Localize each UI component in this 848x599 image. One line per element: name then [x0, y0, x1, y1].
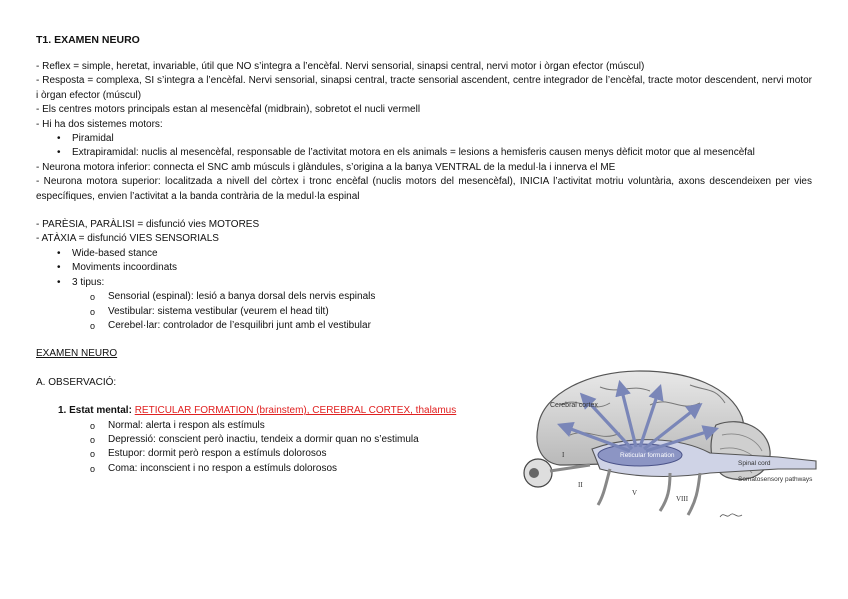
estat-coma: o Coma: inconscient i no respon a estímuls dolorosos: [36, 462, 812, 476]
bullet-extrapiramidal: • Extrapiramidal: nuclis al mesencèfal, responsable de l’activitat motora en els animals = lesions a hemisferis causen menys dèficit motor que al mesencèfal: [36, 146, 812, 160]
para-paresia: - PARÈSIA, PARÀLISI = disfunció vies MOTORES: [36, 219, 260, 231]
para-neurona-inferior: - Neurona motora inferior: connecta el SNC amb músculs i glàndules, s’origina a la banya VENTRAL de la medul·la i innerva el ME: [36, 161, 616, 173]
bullet-wide-based: • Wide-based stance: [36, 247, 812, 261]
para-ataxia: - ATÀXIA = disfunció VIES SENSORIALS: [36, 233, 219, 245]
sub-cerebellar: o Cerebel·lar: controlador de l’esquilibri junt amb el vestibular: [36, 319, 812, 333]
exam-heading: EXAMEN NEURO: [36, 348, 118, 360]
label-nerve-i: I: [562, 451, 565, 459]
sub-sensorial: o Sensorial (espinal): lesió a banya dorsal dels nervis espinals: [36, 290, 812, 304]
doc-title: T1. EXAMEN NEURO: [36, 34, 140, 46]
estat-depressio: o Depressió: conscient però inactiu, tendeix a dormir quan no s’estimula: [36, 433, 812, 447]
para-reflex: - Reflex = simple, heretat, invariable, útil que NO s’integra a l’encèfal. Nervi sensorial, sinapsi central, nervi motor i òrgan efector (múscul): [36, 61, 645, 72]
label-reticular-formation: Reticular formation: [620, 452, 675, 459]
brain-figure: [520, 365, 820, 527]
estat-estupor: o Estupor: dormit però respon a estímuls dolorosos: [36, 447, 812, 461]
signature-mark: [720, 514, 742, 517]
label-cerebral-cortex: Cerebral cortex: [550, 402, 598, 409]
bullet-tipus: • 3 tipus:: [36, 276, 812, 290]
estat-mental-link[interactable]: RETICULAR FORMATION (brainstem), CEREBRAL CORTEX, thalamus: [134, 405, 457, 417]
observacio-heading: A. OBSERVACIÓ:: [36, 376, 117, 388]
estat-normal: o Normal: alerta i respon als estímuls: [36, 419, 812, 433]
sub-vestibular: o Vestibular: sistema vestibular (veurem el head tilt): [36, 305, 812, 319]
para-resposta: - Resposta = complexa, SI s’integra a l’encèfal. Nervi sensorial, sinapsi central, tracte sensorial ascendent, centre integrador de l’encèfal, tracte motor descendent, nervi motor i òrgan efector (múscul): [36, 75, 812, 101]
label-spinal-cord: Spinal cord: [738, 460, 771, 467]
para-centres: - Els centres motors principals estan al mesencèfal (midbrain), sobretot el nucli vermell: [36, 104, 421, 116]
label-nerve-ii: II: [578, 481, 583, 489]
estat-mental-label: 1. Estat mental:: [58, 405, 132, 417]
label-nerve-viii: VIII: [676, 495, 689, 503]
label-somatosensory: Somatosensory pathways: [738, 476, 813, 483]
label-nerve-v: V: [632, 489, 638, 497]
bullet-piramidal: • Piramidal: [36, 132, 812, 146]
para-sistemes: - Hi ha dos sistemes motors:: [36, 118, 163, 130]
para-neurona-superior: - Neurona motora superior: localitzada a nivell del còrtex i tronc encèfal (nuclis motors del mesencèfal), INICIA l’activitat motriu voluntària, axons descendeixen per vies específiques, envien l’activitat a la banda contrària de la medul·la espinal: [36, 176, 812, 202]
bullet-moviments: • Moviments incoordinats: [36, 261, 812, 275]
